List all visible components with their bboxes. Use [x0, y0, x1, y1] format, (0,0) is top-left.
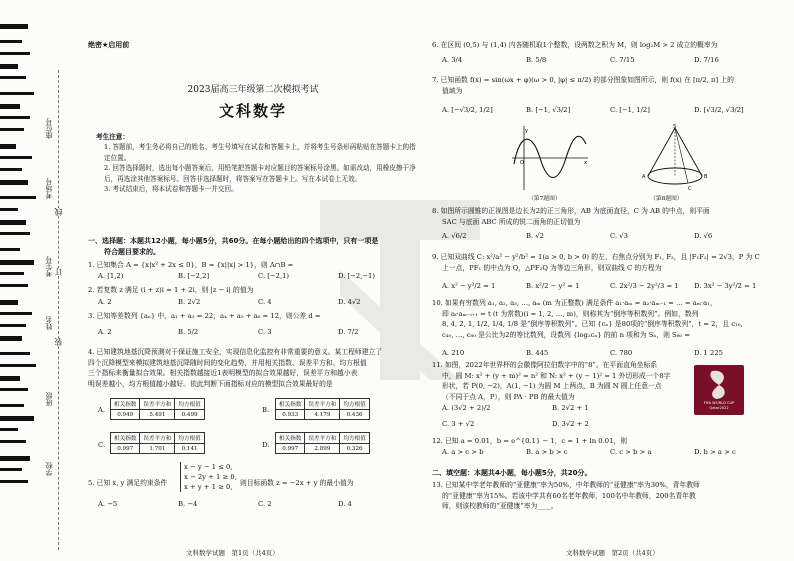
option-b: B. x²/2 − y² = 1 — [526, 282, 580, 290]
option-d: D. 7/16 — [694, 56, 719, 64]
seal-line — [58, 70, 59, 550]
margin-mark-bar — [0, 376, 20, 381]
table-c-label: C. — [98, 441, 106, 449]
question-10-line-3: 8, 4, 2, 1, 1/2, 1/4, 1/8 是“倒序等积数列”。已知 {cₙ} 是80项的“倒序等积数列”，t = 2，且 c₁₀, — [442, 320, 743, 328]
question-7 — [432, 75, 780, 96]
table-header: 均方根值 — [340, 399, 369, 410]
question-4-line-1: 4. 已知建筑地基沉降预测对于保证施工安全，实现信息化监控有非常重要的意义。某工程师建立了 — [88, 348, 383, 356]
question-1: 1. 已知集合 A = {x|x² + 2x ≤ 0}，B = {x||x| > 1}，则 A∩B = — [88, 261, 294, 269]
margin-mark-bar — [0, 128, 24, 131]
question-8-line-2: SAC 与底面 ABC 所成的锐二面角的正切值为 — [442, 217, 581, 226]
option-c: C. 2x²/3 − 2y²/3 = 1 — [610, 282, 679, 290]
margin-mark-bar — [0, 324, 26, 327]
question-4-line-4: 明误差越小，均方根值越小越好。依此判断下面指标对应的模型拟合效果最好的是 — [88, 379, 333, 388]
name-label: 姓名 — [45, 316, 53, 330]
margin-mark-bar — [0, 468, 22, 471]
option-a: A. 2 — [98, 328, 112, 336]
margin-mark-bar — [0, 24, 28, 29]
option-d: D. [−2,−1) — [338, 272, 376, 280]
margin-mark-bar — [0, 220, 26, 225]
margin-mark-bar — [0, 428, 18, 431]
option-b: B. 2√2 — [178, 298, 201, 306]
question-12-options — [442, 448, 778, 456]
question-11-line-4: （不同于点 A，P），则 PA · PB 的最大值为 — [442, 392, 575, 401]
svg-text:A: A — [642, 174, 646, 180]
table-cell: 0.997 — [276, 444, 305, 454]
subject-title: 文科数学 — [218, 102, 287, 120]
option-d: D. 4 — [338, 500, 352, 508]
option-d: D. 7/2 — [338, 328, 359, 336]
margin-mark-bar — [0, 440, 26, 443]
table-a-label: A. — [98, 406, 106, 414]
logo-line-2: Qatar2022 — [709, 406, 729, 410]
table-b-label: B. — [262, 406, 270, 414]
question-7-options — [442, 106, 778, 114]
margin-mark-bar — [0, 76, 26, 79]
figure-7-sine-graph — [510, 124, 590, 194]
question-13-line-2: 的“亚健康”率为15%。若该中学共有60名老年教师，100名中年教师，200名青年教 — [442, 491, 696, 500]
table-header: 相关指数 — [276, 433, 305, 444]
table-header: 均方根值 — [175, 399, 204, 410]
option-b: B. 2√2 + 1 — [552, 404, 589, 412]
question-9 — [432, 252, 782, 273]
margin-mark-bar — [0, 416, 34, 421]
option-c: C. √3 — [610, 232, 628, 240]
option-b: B. 5/8 — [526, 56, 547, 64]
option-d: D. 3x² − 3y²/2 = 1 — [694, 282, 757, 290]
question-5-intro: 5. 已知 x, y 满足约束条件 — [88, 479, 168, 487]
question-4-line-2: 四个沉降模型来模拟建筑地基沉降随时间的变化趋势，并用相关指数、误差平方和、均方根值 — [88, 358, 367, 367]
margin-mark-bar — [0, 352, 30, 355]
question-7-line-2: 值域为 — [442, 86, 463, 95]
world-cup-logo — [694, 365, 744, 415]
table-header: 误差平方和 — [305, 399, 340, 410]
question-8-line-1: 8. 如图所示圆锥的正视图是边长为2的正三角形，AB 为底面直径，C 为 AB 的中点，则平面 — [432, 207, 710, 215]
margin-mark-bar — [0, 272, 24, 275]
exam-title: 2023届高三年级第二次模拟考试 — [187, 85, 319, 95]
option-b: B. 5/2 — [178, 328, 199, 336]
margin-mark-bar — [0, 300, 18, 305]
svg-text:x: x — [584, 160, 587, 166]
question-11-line-3: 形状，若 P(0, −2)，A(1, −1) 为圆 M 上两点，B 为圆 N 圆上任意一点 — [442, 382, 662, 390]
margin-mark-bar — [0, 248, 20, 251]
svg-text:C: C — [688, 186, 692, 192]
option-c: C. [−1, 1/2] — [610, 106, 650, 114]
figure-8-caption: （第8题图） — [650, 196, 683, 202]
option-d: D. √6 — [694, 232, 713, 240]
seal-char-mount: 装 — [54, 338, 63, 346]
confidential-mark: 绝密★启用前 — [88, 41, 130, 49]
footer-page-1: 文科数学试题 第1页（共4页） — [186, 549, 279, 557]
option-c: C. 4 — [258, 298, 272, 306]
table-header: 均方根值 — [175, 433, 204, 444]
margin-mark-bar — [0, 52, 30, 55]
question-8-options — [442, 232, 778, 240]
question-11-options-row-1 — [442, 404, 662, 412]
notes-heading: 考生注意： — [96, 133, 129, 141]
table-cell: 0.141 — [175, 444, 204, 454]
margin-mark-bar — [0, 388, 28, 391]
question-13 — [432, 480, 782, 512]
margin-mark-bar — [0, 168, 22, 171]
question-10-line-4: c₄₀, …, c₈₀ 是公比为2的等比数列，设数列 {log₂cₙ} 的前 n 项和为 Sₙ，则 S₈₀ = — [442, 330, 691, 339]
table-d — [275, 432, 370, 454]
section-1-heading — [88, 236, 418, 258]
option-a: A. x² − y²/2 = 1 — [442, 282, 496, 290]
table-cell: 5.491 — [140, 410, 175, 420]
option-a: A. √6/2 — [442, 232, 467, 240]
table-cell: 0.949 — [111, 410, 140, 420]
table-header: 误差平方和 — [305, 433, 340, 444]
option-a: A. −5 — [98, 500, 118, 508]
option-d: D. 4√2 — [338, 298, 361, 306]
table-cell: 4.179 — [305, 410, 340, 420]
table-header: 相关指数 — [276, 399, 305, 410]
option-d: D. 3√2 + 2 — [552, 420, 589, 428]
question-6: 6. 在区间 (0,5) 与 (1,4) 内各随机取1个整数，设两数之积为 M，则 log₂M > 2 成立的概率为 — [432, 41, 718, 49]
school-label: 学校 — [45, 462, 53, 476]
option-b: B. √2 — [526, 232, 544, 240]
class-label: 班级 — [45, 392, 53, 406]
svg-text:O: O — [520, 160, 524, 166]
margin-mark-bar — [0, 64, 18, 69]
question-9-line-1: 9. 已知双曲线 C: x²/a² − y²/b² = 1(a > 0, b > 0) 的左、右焦点分别为 F₁, F₂，且 |F₁F₂| = 2√3，P 为 C — [432, 253, 760, 261]
table-c — [110, 432, 205, 454]
question-11-line-1: 11. 如图，2022年世界杯的会徽像阿拉伯数字中的“8”。在平面直角坐标系 — [432, 361, 658, 369]
margin-mark-bar — [0, 480, 28, 483]
table-header: 相关指数 — [111, 433, 140, 444]
logo-text — [694, 401, 744, 411]
figure-8-cone — [640, 124, 710, 194]
question-2-options — [98, 298, 418, 306]
binding-margin — [0, 0, 70, 561]
margin-mark-bar — [0, 208, 18, 211]
margin-mark-bar — [0, 364, 36, 367]
option-b: B. 445 — [526, 349, 549, 357]
option-a: A. (3√2 + 2)/2 — [442, 404, 491, 412]
table-b — [275, 398, 370, 420]
margin-mark-bar — [0, 92, 34, 95]
table-header: 相关指数 — [111, 399, 140, 410]
seat-number-label: 座位号 — [45, 118, 53, 139]
option-c: C. c > b > a — [610, 448, 652, 456]
option-c: C. 7/15 — [610, 56, 635, 64]
margin-mark-bar — [0, 232, 30, 235]
question-12: 12. 已知 a = 0.01，b = e^{0.1} − 1，c = 1 + ln 0.01，则 — [432, 437, 628, 445]
seal-char-line: 线 — [54, 208, 63, 216]
question-10-line-2: 即 aᵢ·aₘ₋ᵢ₊₁ = t (t 为常数)(i = 1, 2, …, m)，则称其为“倒序等积数列”。例如，数列 — [442, 309, 699, 318]
section-1-line-1: 一、选择题：本题共12小题，每小题5分，共60分。在每小题给出的四个选项中，只有一项是 — [88, 237, 379, 245]
exam-room-label: 考场号 — [45, 178, 53, 199]
question-9-line-2: 上一点，PF₁ 的中点为 Q，△PF₂Q 为等边三角形，则双曲线 C 的方程为 — [442, 263, 662, 272]
question-7-line-1: 7. 已知函数 f(x) = sin(ωx + φ)(ω > 0, |φ| ≤ π/2) 的部分图象如图所示，则 f(x) 在 [π/2, π] 上的 — [432, 76, 734, 84]
svg-text:S: S — [673, 124, 677, 130]
question-3: 3. 已知等差数列 {aₙ} 中，a₁ + a₃ = 22，a₄ + a₅ + a₆ = 12，则公差 d = — [88, 312, 321, 320]
footer-page-2: 文科数学试题 第2页（共4页） — [566, 549, 659, 557]
svg-text:B: B — [704, 174, 708, 180]
option-a: A. a > c > b — [442, 448, 484, 456]
question-6-options — [442, 56, 778, 64]
option-c: C. 2 — [258, 500, 272, 508]
margin-mark-bar — [0, 196, 36, 199]
question-4-line-3: 三个指标来衡量拟合效果。相关指数越接近1表明模型的拟合效果越好，误差平方和越小表 — [88, 369, 358, 377]
table-a — [110, 398, 205, 420]
seal-char-bind: 订 — [54, 268, 63, 276]
question-8 — [432, 206, 780, 227]
table-cell: 0.436 — [340, 410, 369, 420]
figure-7-caption: （第7题图） — [528, 196, 561, 202]
question-13-line-1: 13. 已知某中学老年教师的“亚健康”率为50%，中年教师的“亚健康”率为30%，青年教师 — [432, 481, 700, 489]
question-10 — [432, 298, 782, 340]
constraint-3: x + y + 1 ≥ 0, — [184, 483, 233, 491]
table-header: 误差平方和 — [140, 399, 175, 410]
question-11-options-row-2 — [442, 420, 662, 428]
margin-mark-bar — [0, 144, 16, 149]
option-c: C. 3 + √2 — [442, 420, 475, 428]
question-5-constraints — [180, 462, 237, 492]
option-a: A. 2 — [98, 298, 112, 306]
option-d: D. [√3/2, √3/2] — [694, 106, 744, 114]
table-cell: 2.899 — [305, 444, 340, 454]
margin-mark-bar — [0, 116, 30, 119]
question-5-options — [98, 500, 418, 508]
option-d: D. 1 225 — [694, 349, 723, 357]
svg-text:y: y — [525, 128, 528, 134]
table-cell: 0.933 — [276, 410, 305, 420]
logo-line-1: FIFA WORLD CUP — [703, 401, 735, 405]
margin-mark-bar — [0, 104, 20, 109]
margin-mark-bar — [0, 336, 22, 341]
option-b: B. −4 — [178, 500, 198, 508]
question-13-line-3: 师，则该校教师的“亚健康”率为____。 — [442, 502, 558, 510]
margin-mark-bar — [0, 312, 32, 315]
option-a: A. 210 — [442, 349, 465, 357]
question-1-options — [98, 272, 418, 280]
margin-mark-bar — [0, 40, 22, 43]
candidate-number-label: 考生号 — [45, 256, 53, 277]
constraint-2: x − 2y + 1 ≥ 0, — [184, 473, 237, 481]
option-d: D. b > a > c — [694, 448, 736, 456]
table-cell: 0.997 — [111, 444, 140, 454]
margin-mark-bar — [0, 456, 30, 461]
table-cell: 0.499 — [175, 410, 204, 420]
table-header: 均方根值 — [340, 433, 369, 444]
positioning-marks — [0, 0, 42, 561]
table-header: 误差平方和 — [140, 433, 175, 444]
option-b: B. [−2,2] — [178, 272, 210, 280]
margin-mark-bar — [0, 404, 24, 407]
question-11 — [432, 360, 692, 402]
question-9-options — [442, 282, 778, 290]
margin-mark-bar — [0, 156, 32, 159]
margin-mark-bar — [0, 260, 34, 265]
option-c: C. [−2,1) — [258, 272, 290, 280]
option-a: A. [−√3/2, 1/2] — [442, 106, 493, 114]
option-a: A. [1,2) — [98, 272, 124, 280]
question-10-line-1: 10. 如果有穷数列 a₁, a₂, a₃, …, aₘ (m 为正整数) 满足条件 a₁·aₘ = a₂·aₘ₋₁ = … = aₘ·a₁， — [432, 299, 717, 307]
section-2-heading: 二、填空题：本题共4小题，每小题5分，共20分。 — [432, 469, 592, 477]
notes-item-3: 3. 考试结束后，将本试卷和答题卡一并交回。 — [104, 185, 238, 194]
constraint-1: x − y − 1 ≤ 0, — [184, 463, 233, 471]
section-1-line-2: 符合题目要求的。 — [104, 248, 160, 256]
table-cell: 1.701 — [140, 444, 175, 454]
question-2: 2. 若复数 z 满足 (i + z)i = 1 + 2i，则 |z − i| 的值为 — [88, 286, 254, 294]
question-5-tail: 则目标函数 z = −2x + y 的最小值为 — [240, 479, 354, 487]
question-10-options — [442, 349, 778, 357]
option-c: C. 3 — [258, 328, 272, 336]
exam-notes — [96, 132, 418, 194]
notes-item-1: 1. 答题前，考生务必将自己的姓名、考生号填写在试卷和答题卡上，并将考生号条形码粘贴在答题卡上的指定位置。 — [104, 143, 416, 162]
question-3-options — [98, 328, 418, 336]
table-cell: 0.326 — [340, 444, 369, 454]
notes-item-2: 2. 回答选择题时，选出每小题答案后，用铅笔把答题卡对应题目的答案标号涂黑。如需改动，用橡皮擦干净后，再选涂其他答案标号。回答非选择题时，将答案写在答题卡上。写在本试卷上无效。 — [104, 164, 416, 183]
question-11-line-2: 中，圆 M: x² + (y + m)² = n² 和 N: x² + (y − 1)² = 1 外切形成一个8字 — [442, 371, 671, 380]
question-4 — [88, 347, 420, 389]
option-c: C. 780 — [610, 349, 633, 357]
option-b: B. [−1, √3/2] — [526, 106, 571, 114]
option-a: A. 3/4 — [442, 56, 463, 64]
table-d-label: D. — [262, 441, 270, 449]
margin-mark-bar — [0, 284, 28, 287]
option-b: B. a > b > c — [526, 448, 568, 456]
margin-mark-bar — [0, 180, 28, 185]
